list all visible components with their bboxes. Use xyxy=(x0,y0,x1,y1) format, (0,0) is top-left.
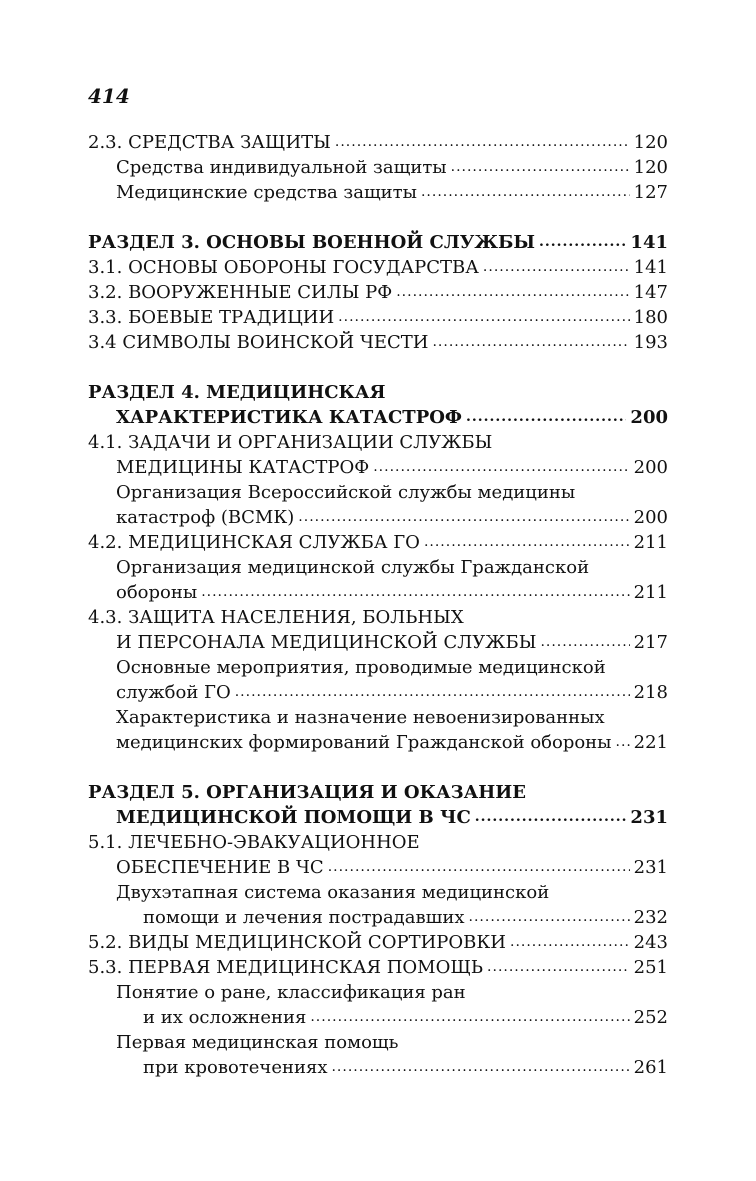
toc-page-number: 231 xyxy=(630,807,668,828)
toc-page-number: 211 xyxy=(633,582,668,603)
toc-entry: 5.3. ПЕРВАЯ МЕДИЦИНСКАЯ ПОМОЩЬ ..... 251 xyxy=(88,955,668,980)
toc-entry: Организация медицинской службы Гражданской xyxy=(116,557,590,578)
toc-entry: Первая медицинская помощь xyxy=(116,1032,399,1053)
toc-entry: 3.1. ОСНОВЫ ОБОРОНЫ ГОСУДАРСТВА ..... 141 xyxy=(88,255,668,280)
toc-page-number: 141 xyxy=(633,257,668,278)
toc-entry: 3.4 СИМВОЛЫ ВОИНСКОЙ ЧЕСТИ ..... 193 xyxy=(88,330,668,355)
toc-entry: 4.1. ЗАДАЧИ И ОРГАНИЗАЦИИ СЛУЖБЫ xyxy=(88,432,493,453)
toc-page-number: 120 xyxy=(633,157,668,178)
toc-page-number: 261 xyxy=(633,1057,668,1078)
page-number: 414 xyxy=(88,84,130,108)
toc-page-number: 243 xyxy=(633,932,668,953)
toc-page-number: 232 xyxy=(633,907,668,928)
toc-entry: Средства индивидуальной защиты ..... 120 xyxy=(88,155,668,180)
toc-entry: Характеристика и назначение невоенизированных xyxy=(116,707,605,728)
toc-page-number: 252 xyxy=(633,1007,668,1028)
toc-page-number: 211 xyxy=(633,532,668,553)
toc-entry: 3.2. ВООРУЖЕННЫЕ СИЛЫ РФ ..... 147 xyxy=(88,280,668,305)
table-of-contents xyxy=(88,130,668,1080)
toc-page-number: 200 xyxy=(630,407,668,428)
toc-section-heading: ХАРАКТЕРИСТИКА КАТАСТРОФ ..... 200 xyxy=(88,405,668,430)
toc-entry: катастроф (ВСМК) ..... 200 xyxy=(88,505,668,530)
toc-entry: помощи и лечения пострадавших ..... 232 xyxy=(88,905,668,930)
toc-entry: 4.3. ЗАЩИТА НАСЕЛЕНИЯ, БОЛЬНЫХ xyxy=(88,607,464,628)
toc-page-number: 141 xyxy=(630,232,668,253)
toc-entry: 2.3. СРЕДСТВА ЗАЩИТЫ ..... 120 xyxy=(88,130,668,155)
toc-section-heading: РАЗДЕЛ 4. МЕДИЦИНСКАЯ xyxy=(88,382,386,403)
toc-entry: 4.2. МЕДИЦИНСКАЯ СЛУЖБА ГО ..... 211 xyxy=(88,530,668,555)
toc-page-number: 200 xyxy=(633,457,668,478)
toc-page-number: 193 xyxy=(633,332,668,353)
toc-page-number: 120 xyxy=(633,132,668,153)
toc-section-heading: РАЗДЕЛ 5. ОРГАНИЗАЦИЯ И ОКАЗАНИЕ xyxy=(88,782,527,803)
toc-page-number: 147 xyxy=(633,282,668,303)
toc-entry: Организация Всероссийской службы медицины xyxy=(116,482,576,503)
toc-entry: И ПЕРСОНАЛА МЕДИЦИНСКОЙ СЛУЖБЫ ..... 217 xyxy=(88,630,668,655)
toc-page-number: 218 xyxy=(633,682,668,703)
toc-entry: 3.3. БОЕВЫЕ ТРАДИЦИИ ..... 180 xyxy=(88,305,668,330)
toc-entry: обороны ..... 211 xyxy=(88,580,668,605)
toc-entry: 5.1. ЛЕЧЕБНО-ЭВАКУАЦИОННОЕ xyxy=(88,832,420,853)
toc-entry: ОБЕСПЕЧЕНИЕ В ЧС ..... 231 xyxy=(88,855,668,880)
toc-section-heading: МЕДИЦИНСКОЙ ПОМОЩИ В ЧС ..... 231 xyxy=(88,805,668,830)
toc-page-number: 217 xyxy=(633,632,668,653)
toc-page-number: 221 xyxy=(633,732,668,753)
toc-entry: Медицинские средства защиты ..... 127 xyxy=(88,180,668,205)
toc-page-number: 180 xyxy=(633,307,668,328)
toc-entry: Основные мероприятия, проводимые медицинской xyxy=(116,657,606,678)
toc-entry: Понятие о ране, классификация ран xyxy=(116,982,466,1003)
toc-page-number: 251 xyxy=(633,957,668,978)
toc-page-number: 127 xyxy=(633,182,668,203)
toc-entry: МЕДИЦИНЫ КАТАСТРОФ ..... 200 xyxy=(88,455,668,480)
toc-entry: при кровотечениях ..... 261 xyxy=(88,1055,668,1080)
toc-entry: службой ГО ..... 218 xyxy=(88,680,668,705)
toc-entry: и их осложнения ..... 252 xyxy=(88,1005,668,1030)
toc-page-number: 200 xyxy=(633,507,668,528)
toc-entry: медицинских формирований Гражданской обороны ..... 221 xyxy=(88,730,668,755)
toc-entry: 5.2. ВИДЫ МЕДИЦИНСКОЙ СОРТИРОВКИ ..... 243 xyxy=(88,930,668,955)
toc-section-heading: РАЗДЕЛ 3. ОСНОВЫ ВОЕННОЙ СЛУЖБЫ ..... 141 xyxy=(88,230,668,255)
toc-entry: Двухэтапная система оказания медицинской xyxy=(116,882,550,903)
toc-page-number: 231 xyxy=(633,857,668,878)
